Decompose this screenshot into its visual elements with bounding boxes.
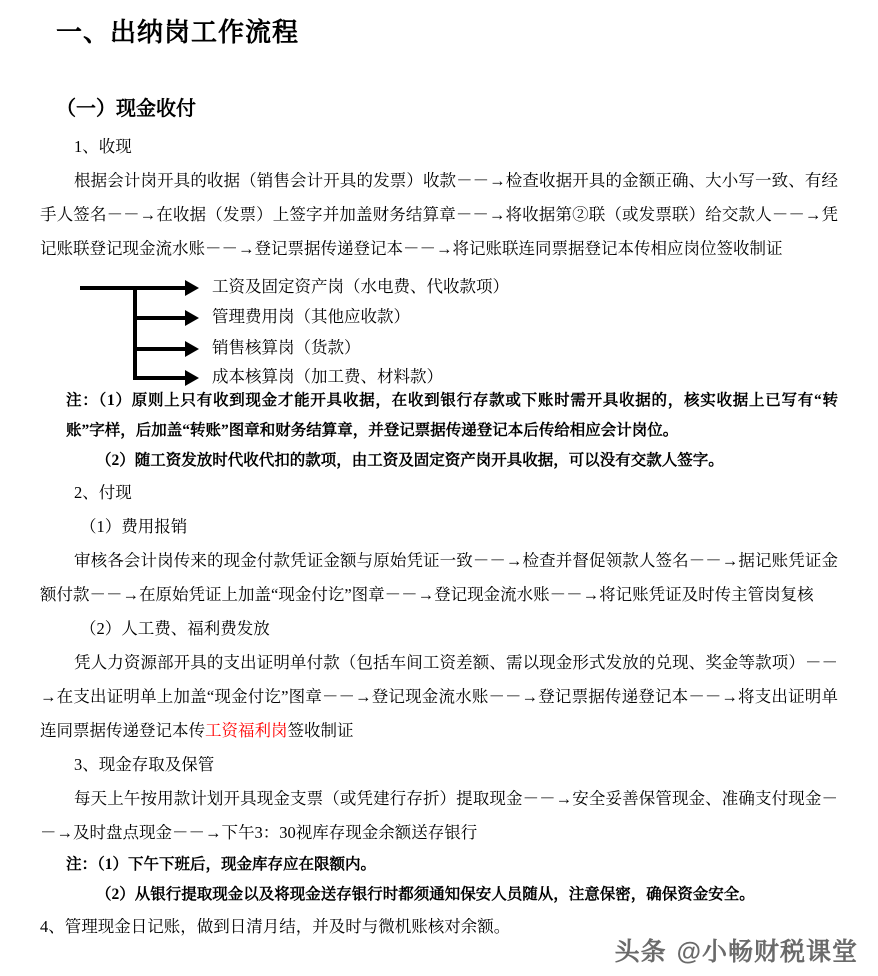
fanout-diagram-receive-cash (40, 266, 838, 386)
diagram-branch-label-1: 工资及固定资产岗（水电费、代收款项） (212, 276, 509, 296)
note-cash-storage-1: 注：（1）下午下班后，现金库存应在限额内。 (66, 855, 377, 873)
subitem-label-labor-welfare: （2）人工费、福利费发放 (80, 618, 270, 638)
item-label-receive-cash: 1、收现 (74, 136, 132, 156)
document-title: 一、出纳岗工作流程 (56, 18, 300, 47)
watermark-brand: 头条 (614, 938, 667, 966)
arrow-line-icon (133, 286, 189, 290)
arrow-line-icon (133, 316, 189, 320)
subitem-label-expense-reimbursement: （1）费用报销 (80, 516, 188, 536)
arrow-head-icon (185, 310, 199, 326)
arrow-head-icon (185, 341, 199, 357)
arrow-head-icon (185, 280, 199, 296)
diagram-branch-label-2: 管理费用岗（其他应收款） (212, 306, 410, 326)
item-label-cash-journal: 4、管理现金日记账，做到日清月结，并及时与微机账核对余额。 (40, 916, 511, 936)
paragraph-cash-storage-flow: 每天上午按用款计划开具现金支票（或凭建行存折）提取现金－－→安全妥善保管现金、准确支付现金－－→及时盘点现金－－→下午3：30视库存现金余额送存银行 (40, 788, 838, 842)
section-heading-cash-receipt-payment: （一）现金收付 (56, 97, 196, 120)
diagram-branch-label-4: 成本核算岗（加工费、材料款） (212, 366, 443, 386)
paragraph-expense-reimbursement-flow: 审核各会计岗传来的现金付款凭证金额与原始凭证一致－－→检查并督促领款人签名－－→据记账凭证金额付款－－→在原始凭证上加盖“现金付讫”图章－－→登记现金流水账－－→将记账凭证及时传主管岗复核 (40, 550, 838, 604)
arrow-head-icon (185, 370, 199, 386)
spacer (40, 122, 838, 130)
paragraph-labor-welfare-flow (40, 646, 838, 748)
note-receive-cash-1: 注：（1）原则上只有收到现金才能开具收据，在收到银行存款或下账时需开具收据的，核实收据上已写有“转账”字样，后加盖“转账”图章和财务结算章，并登记票据传递登记本后传给相应会计岗位。 (66, 391, 838, 439)
arrow-line-icon (133, 347, 189, 351)
paragraph-labor-welfare-part2: 签收制证 (287, 720, 354, 740)
item-label-pay-cash: 2、付现 (74, 482, 132, 502)
paragraph-receive-cash-flow: 根据会计岗开具的收据（销售会计开具的发票）收款－－→检查收据开具的金额正确、大小写一致、有经手人签名－－→在收据（发票）上签字并加盖财务结算章－－→将收据第②联（或发票联）给交款人－－→凭记账联登记现金流水账－－→登记票据传递登记本－－→将记账联连同票据登记本传相应岗位签收制证 (40, 170, 838, 258)
diagram-vertical-stem (133, 288, 137, 380)
note-receive-cash-2: （2）随工资发放时代收代扣的款项，由工资及固定资产岗开具收据，可以没有交款人签字。 (96, 451, 724, 469)
diagram-join-line (80, 286, 137, 290)
note-cash-storage-2: （2）从银行提取现金以及将现金送存银行时都须通知保安人员随从，注意保密，确保资金安全。 (96, 885, 755, 903)
highlight-wage-welfare-post: 工资福利岗 (205, 720, 288, 740)
paragraph-labor-welfare-part1: 凭人力资源部开具的支出证明单付款（包括车间工资差额、需以现金形式发放的兑现、奖金等款项）－－→在支出证明单上加盖“现金付讫”图章－－→登记现金流水账－－→登记票据传递登记本－－→将支出证明单连同票据传递登记本传 (40, 652, 838, 740)
item-label-cash-storage: 3、现金存取及保管 (74, 754, 215, 774)
watermark-handle: @小畅财税课堂 (676, 938, 858, 966)
arrow-line-icon (133, 376, 189, 380)
diagram-branch-label-3: 销售核算岗（货款） (212, 337, 361, 357)
